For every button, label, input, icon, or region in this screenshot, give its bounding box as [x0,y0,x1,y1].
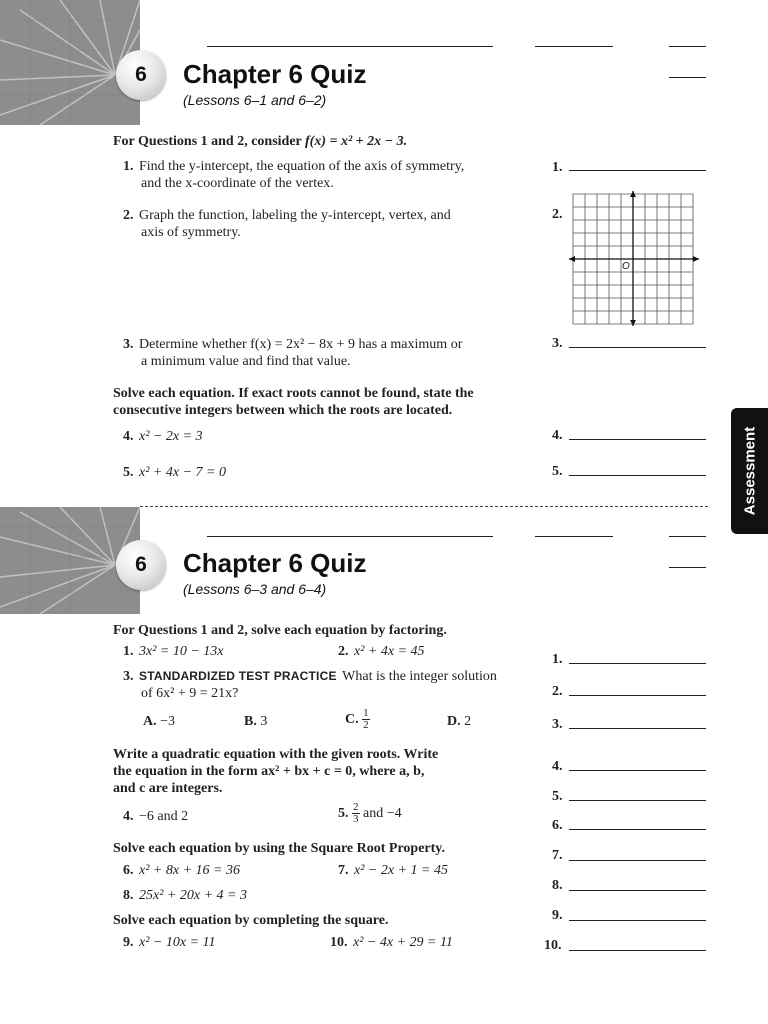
equation: x² − 2x + 1 = 45 [354,863,448,878]
heading-line: the equation in the form ax² + bx + c = 0, where a, b, [113,764,425,779]
question-text: Find the y-intercept, the equation of the axis of symmetry, [139,159,465,174]
chapter-number-badge: 6 [116,540,166,590]
name-line[interactable] [207,536,493,537]
question-7 [338,862,448,879]
cut-line [140,506,708,507]
answer-line-1[interactable] [569,170,706,171]
answer-line-4[interactable] [569,439,706,440]
question-3 [123,336,462,370]
assessment-tab [731,408,768,534]
answer-line-4[interactable] [569,770,706,771]
answer-line-1[interactable] [569,663,706,664]
question-number: 3. [123,669,134,684]
answer-label-5: 5. [552,464,563,479]
answer-label-1: 1. [552,652,563,667]
answer-line-9[interactable] [569,920,706,921]
question-2 [338,643,425,660]
fraction-numerator: 2 [353,801,359,813]
function-expression: f(x) = x² + 2x − 3. [305,134,408,149]
origin-label: O [622,261,630,272]
period-line[interactable] [669,536,706,537]
solve-heading [113,385,474,419]
completing-square-heading: Solve each equation by completing the square. [113,913,389,928]
question-number: 4. [123,429,134,444]
equation: x² − 10x = 11 [139,935,216,950]
question-number: 1. [123,159,134,174]
chapter-number-badge: 6 [116,50,166,100]
equation: x² − 2x = 3 [139,429,203,444]
quadratic-heading [113,746,438,797]
question-5 [123,464,226,481]
answer-label-5: 5. [552,789,563,804]
answer-label-4: 4. [552,759,563,774]
lessons-subtitle: (Lessons 6–3 and 6–4) [183,581,327,597]
roots: −6 and 2 [139,809,189,824]
answer-label-1: 1. [552,160,563,175]
question-2 [123,207,451,241]
question-number: 3. [123,337,134,352]
answer-line-5[interactable] [569,475,706,476]
question-number: 4. [123,809,134,824]
question-4 [123,428,203,445]
roots: and −4 [363,806,402,821]
page-title: Chapter 6 Quiz [183,59,367,89]
question-text: and the x-coordinate of the vertex. [141,176,334,191]
answer-label-3: 3. [552,717,563,732]
answer-label-2: 2. [552,207,563,222]
heading-line: consecutive integers between which the roots are located. [113,403,453,418]
answer-label-2: 2. [552,684,563,699]
question-6 [123,862,240,879]
heading-line: Solve each equation. If exact roots cannot be found, state the [113,386,474,401]
square-root-heading: Solve each equation by using the Square Root Property. [113,841,446,856]
answer-label-6: 6. [552,818,563,833]
choice-letter: C. [345,712,359,727]
lessons-subtitle: (Lessons 6–1 and 6–2) [183,92,327,108]
answer-line-10[interactable] [569,950,706,951]
choice-value: 2 [464,714,472,729]
choice-letter: B. [244,714,257,729]
heading-line: and c are integers. [113,781,223,796]
instruction-text: For Questions 1 and 2, consider [113,134,306,149]
question-text: of 6x² + 9 = 21x? [141,686,239,701]
question-number: 7. [338,863,349,878]
answer-line-5[interactable] [569,800,706,801]
answer-line-6[interactable] [569,829,706,830]
equation: x² − 4x + 29 = 11 [353,935,453,950]
answer-label-9: 9. [552,908,563,923]
choice-d[interactable] [447,713,471,730]
equation: x² + 4x − 7 = 0 [139,465,226,480]
answer-label-7: 7. [552,848,563,863]
root-fraction [352,802,360,825]
choice-c[interactable] [345,708,370,731]
question-number: 5. [123,465,134,480]
question-1 [123,158,464,192]
answer-label-4: 4. [552,428,563,443]
choice-letter: A. [143,714,157,729]
fraction-denominator: 3 [353,813,359,825]
equation: x² + 8x + 16 = 36 [139,863,240,878]
question-number: 8. [123,888,134,903]
choice-letter: D. [447,714,461,729]
question-10 [330,934,453,951]
question-5 [338,802,402,825]
question-number: 2. [338,644,349,659]
question-3 [123,668,497,702]
score-line[interactable] [669,77,706,78]
fraction-denominator: 2 [363,719,369,731]
equation: 3x² = 10 − 13x [139,644,224,659]
choice-value: 3 [260,714,268,729]
choice-fraction [362,708,370,731]
score-line[interactable] [669,567,706,568]
page-title: Chapter 6 Quiz [183,548,367,578]
question-number: 10. [330,935,348,950]
answer-line-8[interactable] [569,890,706,891]
question-text: What is the integer solution [342,669,497,684]
instruction [113,133,407,150]
standardized-test-label: STANDARDIZED TEST PRACTICE [139,669,337,683]
x-axis-arrow-left [569,256,575,262]
question-text: axis of symmetry. [141,225,241,240]
answer-line-3[interactable] [569,728,706,729]
answer-label-8: 8. [552,878,563,893]
date-line[interactable] [535,536,613,537]
choice-b[interactable] [244,713,267,730]
question-number: 9. [123,935,134,950]
answer-line-2[interactable] [569,695,706,696]
question-8 [123,887,247,904]
assessment-tab-label: Assessment [741,426,758,516]
equation: 25x² + 20x + 4 = 3 [139,888,247,903]
question-4 [123,808,188,825]
question-number: 5. [338,806,349,821]
question-1 [123,643,224,660]
question-text: Determine whether f(x) = 2x² − 8x + 9 has a maximum or [139,337,463,352]
question-9 [123,934,215,951]
choice-value: −3 [160,714,176,729]
factoring-heading: For Questions 1 and 2, solve each equation by factoring. [113,623,447,638]
question-number: 6. [123,863,134,878]
question-text: Graph the function, labeling the y-intercept, vertex, and [139,208,451,223]
answer-line-3[interactable] [569,347,706,348]
fraction-numerator: 1 [363,707,369,719]
question-number: 2. [123,208,134,223]
answer-label-3: 3. [552,336,563,351]
heading-line: Write a quadratic equation with the given roots. Write [113,747,439,762]
y-axis-arrow-down [630,320,636,326]
coordinate-grid[interactable] [569,191,699,326]
answer-label-10: 10. [544,938,562,953]
date-line[interactable] [535,46,613,47]
question-text: a minimum value and find that value. [141,354,351,369]
question-number: 1. [123,644,134,659]
x-axis-arrow-right [693,256,699,262]
answer-line-7[interactable] [569,860,706,861]
equation: x² + 4x = 45 [354,644,425,659]
choice-a[interactable] [143,713,175,730]
name-line[interactable] [207,46,493,47]
period-line[interactable] [669,46,706,47]
